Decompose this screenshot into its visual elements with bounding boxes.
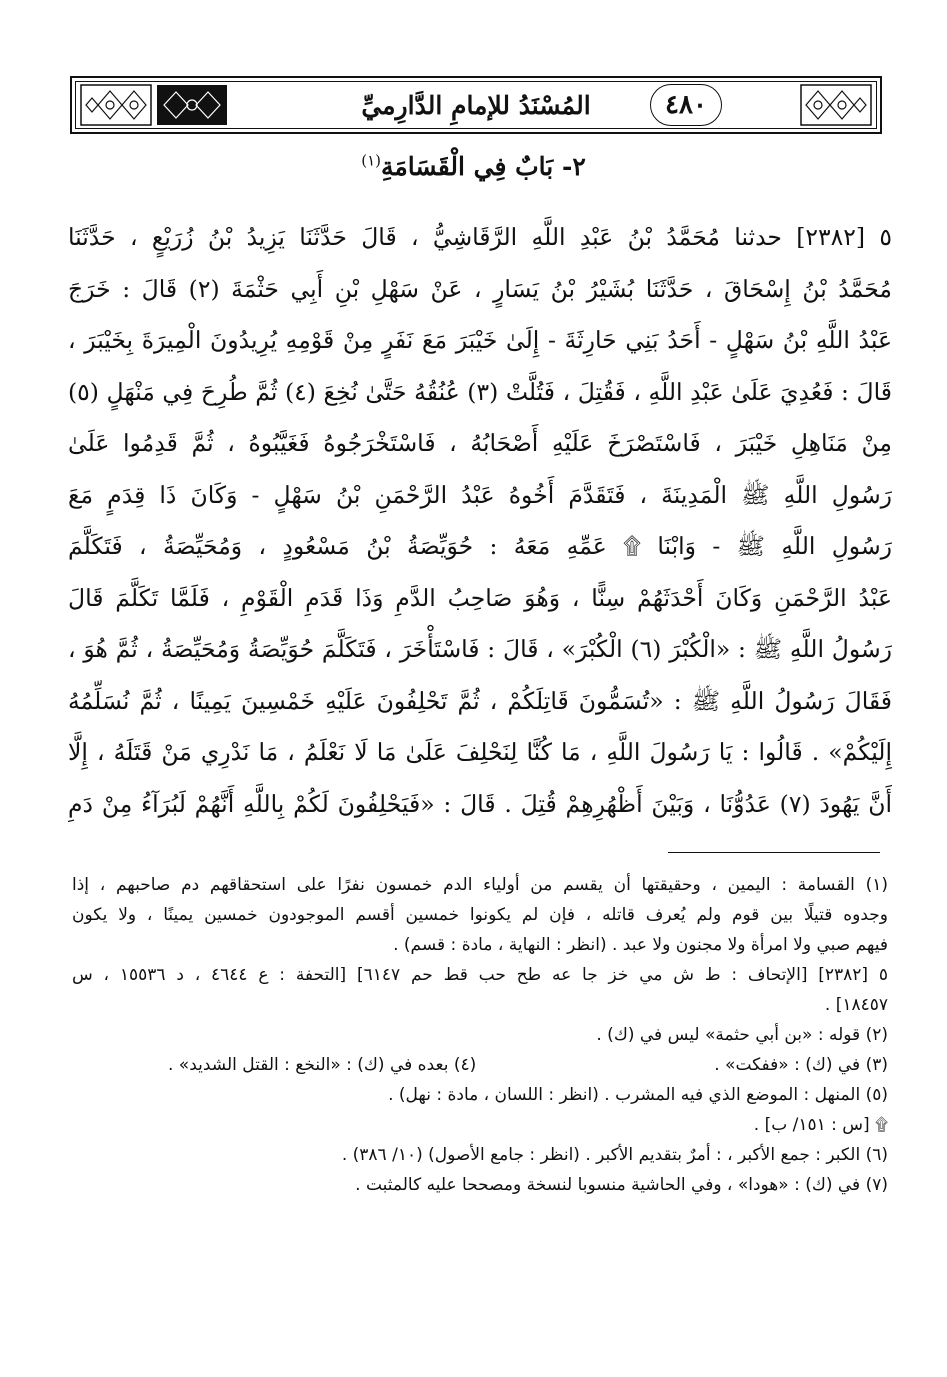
footnote-7: (٧) في (ك) : «هودا» ، وفي الحاشية منسوبا لنسخة ومصححا عليه كالمثبت . [355,1175,888,1195]
hadith-line: قَالَ : فَعُدِيَ عَلَىٰ عَبْدِ اللَّهِ ، فَقُتِلَ ، فَتُلَّتْ (٣) عُنُقُهُ حَتَّىٰ نُخِعَ (٤) ثُمَّ طُرِحَ فِي مَنْهَلٍ (٥) [68,377,892,406]
hadith-line: رَسُولُ اللَّهِ ﷺ : «الْكُبْرَ (٦) الْكُبْرَ» ، قَالَ : فَاسْتَأْخَرَ ، فَتَكَلَّمَ حُوَيِّصَةُ وَمُحَيِّصَةُ ، ثُمَّ هُوَ ، [68,635,892,663]
hadith-line: ٥ [٢٣٨٢] حدثنا مُحَمَّدُ بْنُ عَبْدِ اللَّهِ الرَّقَاشِيُّ ، قَالَ حَدَّثَنَا يَزِيدُ بْنُ زُرَيْعٍ ، حَدَّثَنَا [68,223,892,251]
footnote-row [168,1050,888,1080]
hadith-text [68,212,892,830]
hadith-line: عَبْدُ الرَّحْمَنِ وَكَانَ أَحْدَثَهُمْ سِنًّا ، وَهُوَ صَاحِبُ الدَّمِ وَذَا قَدَمِ الْقَوْمِ ، فَلَمَّا تَكَلَّمَ قَالَ [68,583,892,612]
takhrij-note: ١٨٤٥٧] . [824,995,888,1015]
hadith-line: عَبْدُ اللَّهِ بْنُ سَهْلٍ - أَحَدُ بَنِي حَارِثَةَ - إِلَىٰ خَيْبَرَ مَعَ نَفَرٍ مِنْ قَوْمِهِ يُرِيدُونَ الْمِيرَةَ بِخَيْبَرَ ، [68,326,892,354]
footnote-2: (٢) قوله : «بن أبي حثمة» ليس في (ك) . [596,1025,888,1045]
hadith-line: إِلَيْكُمْ» . قَالُوا : يَا رَسُولَ اللَّهِ ، مَا كُنَّا لِنَحْلِفَ عَلَىٰ مَا لَا نَعْلَمُ ، مَا نَدْرِي مَنْ قَتَلَهُ ، إِلَّا [68,738,892,766]
ornament-icon [80,84,152,126]
footnote-4: (٤) بعده في (ك) : «النخع : القتل الشديد» . [168,1055,477,1075]
folio-note: ۩ [س : ١٥١/ ب] . [753,1115,888,1135]
chapter-heading [0,152,947,181]
chapter-title: ٢- بَابٌ فِي الْقَسَامَةِ [381,152,586,181]
hadith-line: أَنَّ يَهُودَ (٧) عَدُوُّنَا ، وَبَيْنَ أَظْهُرِهِمْ قُتِلَ . قَالَ : «فَيَحْلِفُونَ لَكُمْ بِاللَّهِ أَنَّهُمْ لَبُرَآءُ مِنْ دَمِ [68,789,892,818]
page-number: ٤٨٠ [650,84,722,126]
running-title: المُسْنَدُ للإمامِ الدَّارِميِّ [361,90,591,120]
footnote-1: (١) القسامة : اليمين ، وحقيقتها أن يقسم من أولياء الدم خمسون نفرًا على استحقاقهم دم صاحبهم ، إذا [72,875,888,895]
footnote-ref: (١) [361,151,382,170]
footnote-3: (٣) في (ك) : «ففكت» . [714,1055,888,1075]
hadith-line: مُحَمَّدُ بْنُ إِسْحَاقَ ، حَدَّثَنَا بُشَيْرُ بْنُ يَسَارٍ ، عَنْ سَهْلِ بْنِ أَبِي حَثْمَةَ (٢) قَالَ : خَرَجَ [68,274,892,303]
hadith-line: رَسُولِ اللَّهِ ﷺ الْمَدِينَةَ ، فَتَقَدَّمَ أَخُوهُ عَبْدُ الرَّحْمَنِ بْنُ سَهْلٍ - وَكَانَ ذَا قِدَمٍ مَعَ [68,480,892,509]
footnote-5: (٥) المنهل : الموضع الذي فيه المشرب . (انظر : اللسان ، مادة : نهل) . [388,1085,888,1105]
hadith-line: فَقَالَ رَسُولُ اللَّهِ ﷺ : «تُسَمُّونَ قَاتِلَكُمْ ، ثُمَّ تَحْلِفُونَ عَلَيْهِ خَمْسِينَ يَمِينًا ، ثُمَّ نُسَلِّمُهُ [68,686,892,715]
hadith-line: مِنْ مَنَاهِلِ خَيْبَرَ ، فَاسْتَصْرَخَ عَلَيْهِ أَصْحَابُهُ ، فَاسْتَخْرَجُوهُ فَغَيَّبُوهُ ، ثُمَّ قَدِمُوا عَلَىٰ [68,429,892,457]
ornament-icon [800,84,872,126]
hadith-line: رَسُولِ اللَّهِ ﷺ - وَابْنَا ۩ عَمِّهِ مَعَهُ : حُوَيِّصَةُ بْنُ مَسْعُودٍ ، وَمُحَيِّصَةُ ، فَتَكَلَّمَ [68,532,892,560]
page-header [70,76,882,134]
ornament-icon [156,84,228,126]
footnote-1: وجدوه قتيلًا بين قوم ولم يُعرف قاتله ، فإن لم يكونوا خمسين أقسم الموجودون خمسين يمينًا ، ولا يكون [72,905,888,925]
footnote-6: (٦) الكبر : جمع الأكبر ، : أمرٌ بتقديم الأكبر . (انظر : جامع الأصول) (١٠/ ٣٨٦) . [341,1145,888,1165]
takhrij-note: ٥ [٢٣٨٢] [الإتحاف : ط ش مي خز جا عه طح حب قط حم ٦١٤٧] [التحفة : ع ٤٦٤٤ ، د ١٥٥٣٦ ، س [72,965,888,985]
footnotes [72,870,888,1200]
footnote-1: فيهم صبي ولا امرأة ولا مجنون ولا عبد . (انظر : النهاية ، مادة : قسم) . [393,935,888,955]
footnote-divider [668,852,880,853]
